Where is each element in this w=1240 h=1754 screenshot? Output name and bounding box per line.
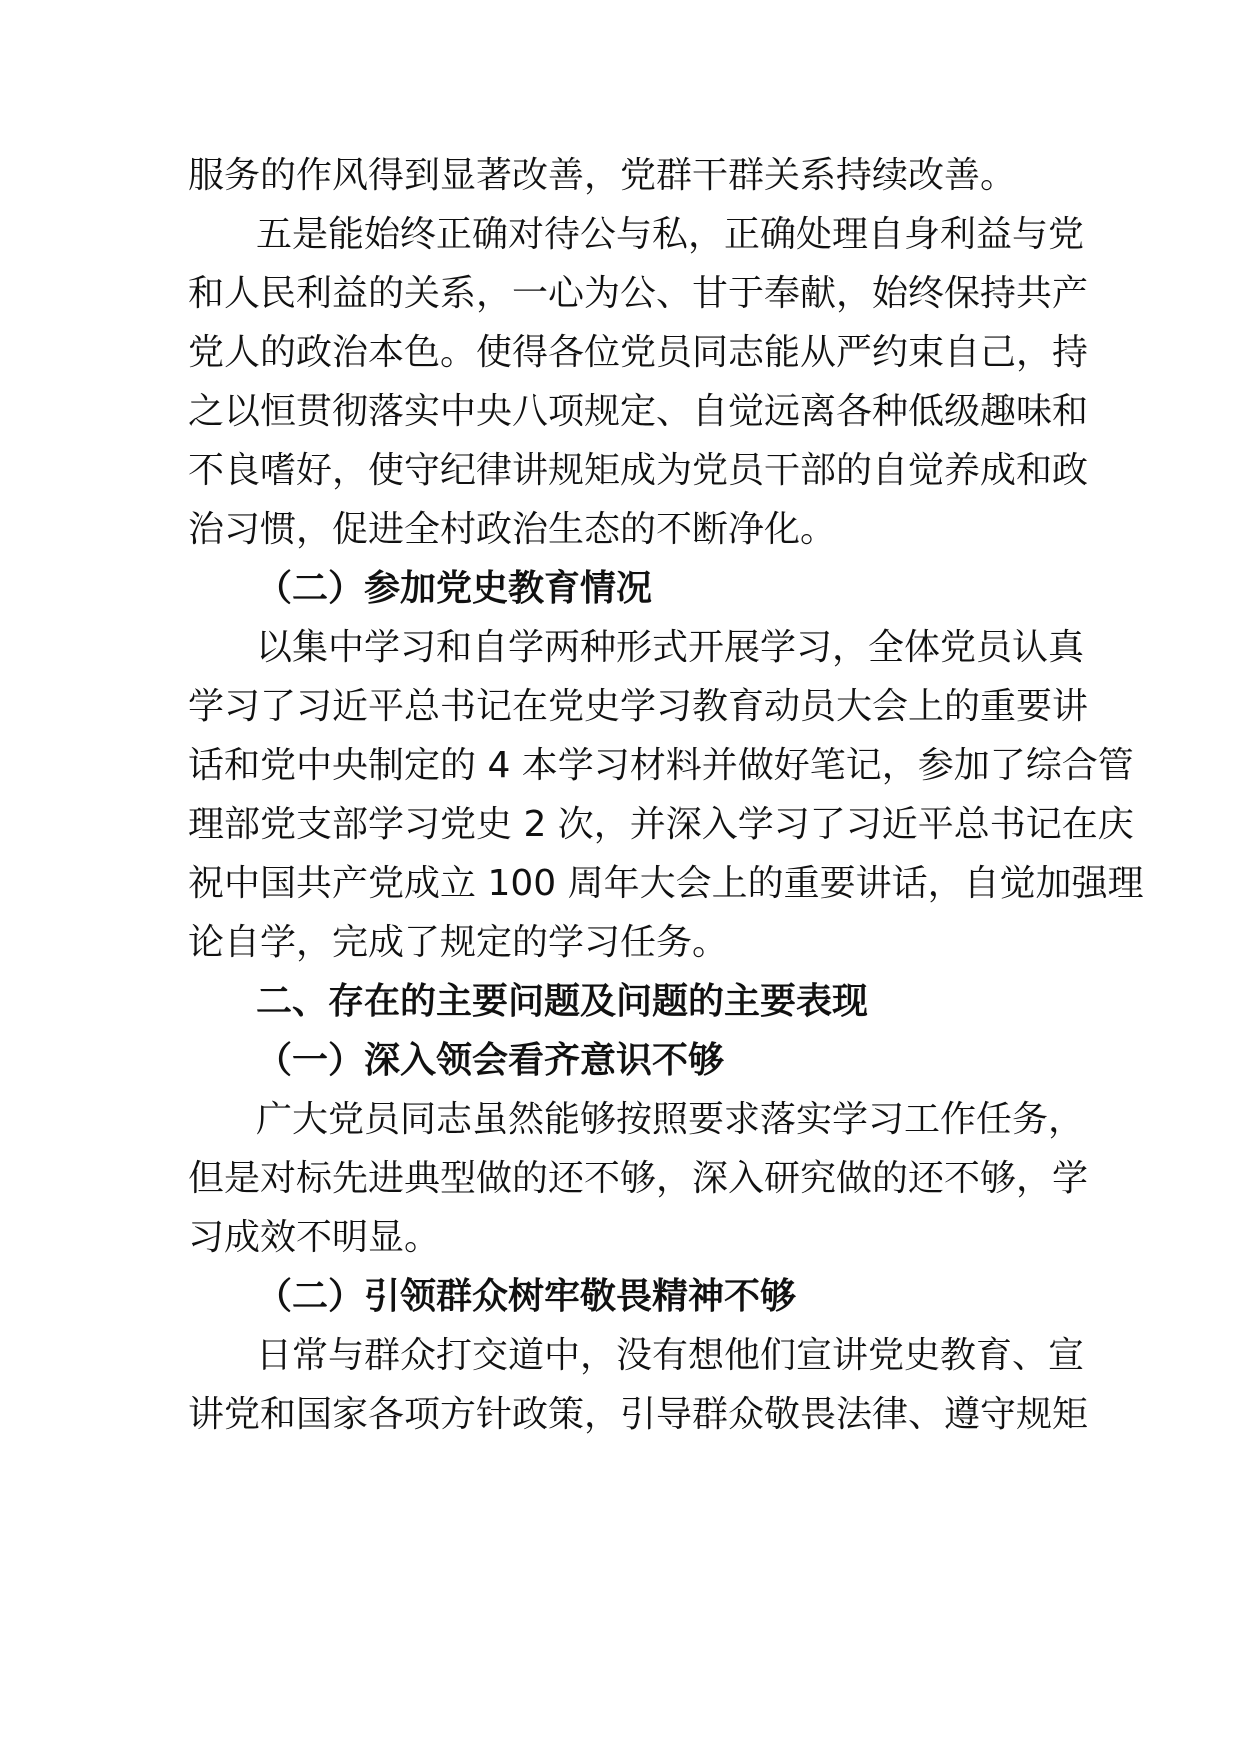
body-text-line: 讲党和国家各项方针政策，引导群众敬畏法律、遵守规矩 xyxy=(188,1394,1089,1435)
body-text-line: 但是对标先进典型做的还不够，深入研究做的还不够，学 xyxy=(188,1158,1089,1199)
section-heading: 二、存在的主要问题及问题的主要表现 xyxy=(256,981,869,1022)
body-text-line: 不良嗜好，使守纪律讲规矩成为党员干部的自觉养成和政 xyxy=(188,450,1089,491)
section-subheading: （二）引领群众树牢敬畏精神不够 xyxy=(256,1276,797,1317)
body-text-line: 广大党员同志虽然能够按照要求落实学习工作任务， xyxy=(256,1099,1085,1140)
section-subheading: （一）深入领会看齐意识不够 xyxy=(256,1040,725,1081)
body-text-line: 理部党支部学习党史 2 次，并深入学习了习近平总书记在庆 xyxy=(188,804,1134,845)
body-text-line: 祝中国共产党成立 100 周年大会上的重要讲话，自觉加强理 xyxy=(188,863,1144,904)
body-text-line: 之以恒贯彻落实中央八项规定、自觉远离各种低级趣味和 xyxy=(188,391,1089,432)
body-text-line: 日常与群众打交道中，没有想他们宣讲党史教育、宣 xyxy=(256,1335,1085,1376)
body-text-line: 五是能始终正确对待公与私，正确处理自身利益与党 xyxy=(256,214,1085,255)
body-text-line: 话和党中央制定的 4 本学习材料并做好笔记，参加了综合管 xyxy=(188,745,1134,786)
body-text-line: 以集中学习和自学两种形式开展学习，全体党员认真 xyxy=(256,627,1085,668)
body-text-line: 习成效不明显。 xyxy=(188,1217,441,1258)
body-text-line: 服务的作风得到显著改善，党群干群关系持续改善。 xyxy=(188,155,1017,196)
body-text-line: 学习了习近平总书记在党史学习教育动员大会上的重要讲 xyxy=(188,686,1089,727)
body-text-line: 党人的政治本色。使得各位党员同志能从严约束自己，持 xyxy=(188,332,1089,373)
section-subheading: （二）参加党史教育情况 xyxy=(256,568,653,609)
body-text-line: 论自学，完成了规定的学习任务。 xyxy=(188,922,729,963)
body-text-line: 治习惯，促进全村政治生态的不断净化。 xyxy=(188,509,837,550)
body-text-line: 和人民利益的关系，一心为公、甘于奉献，始终保持共产 xyxy=(188,273,1089,314)
